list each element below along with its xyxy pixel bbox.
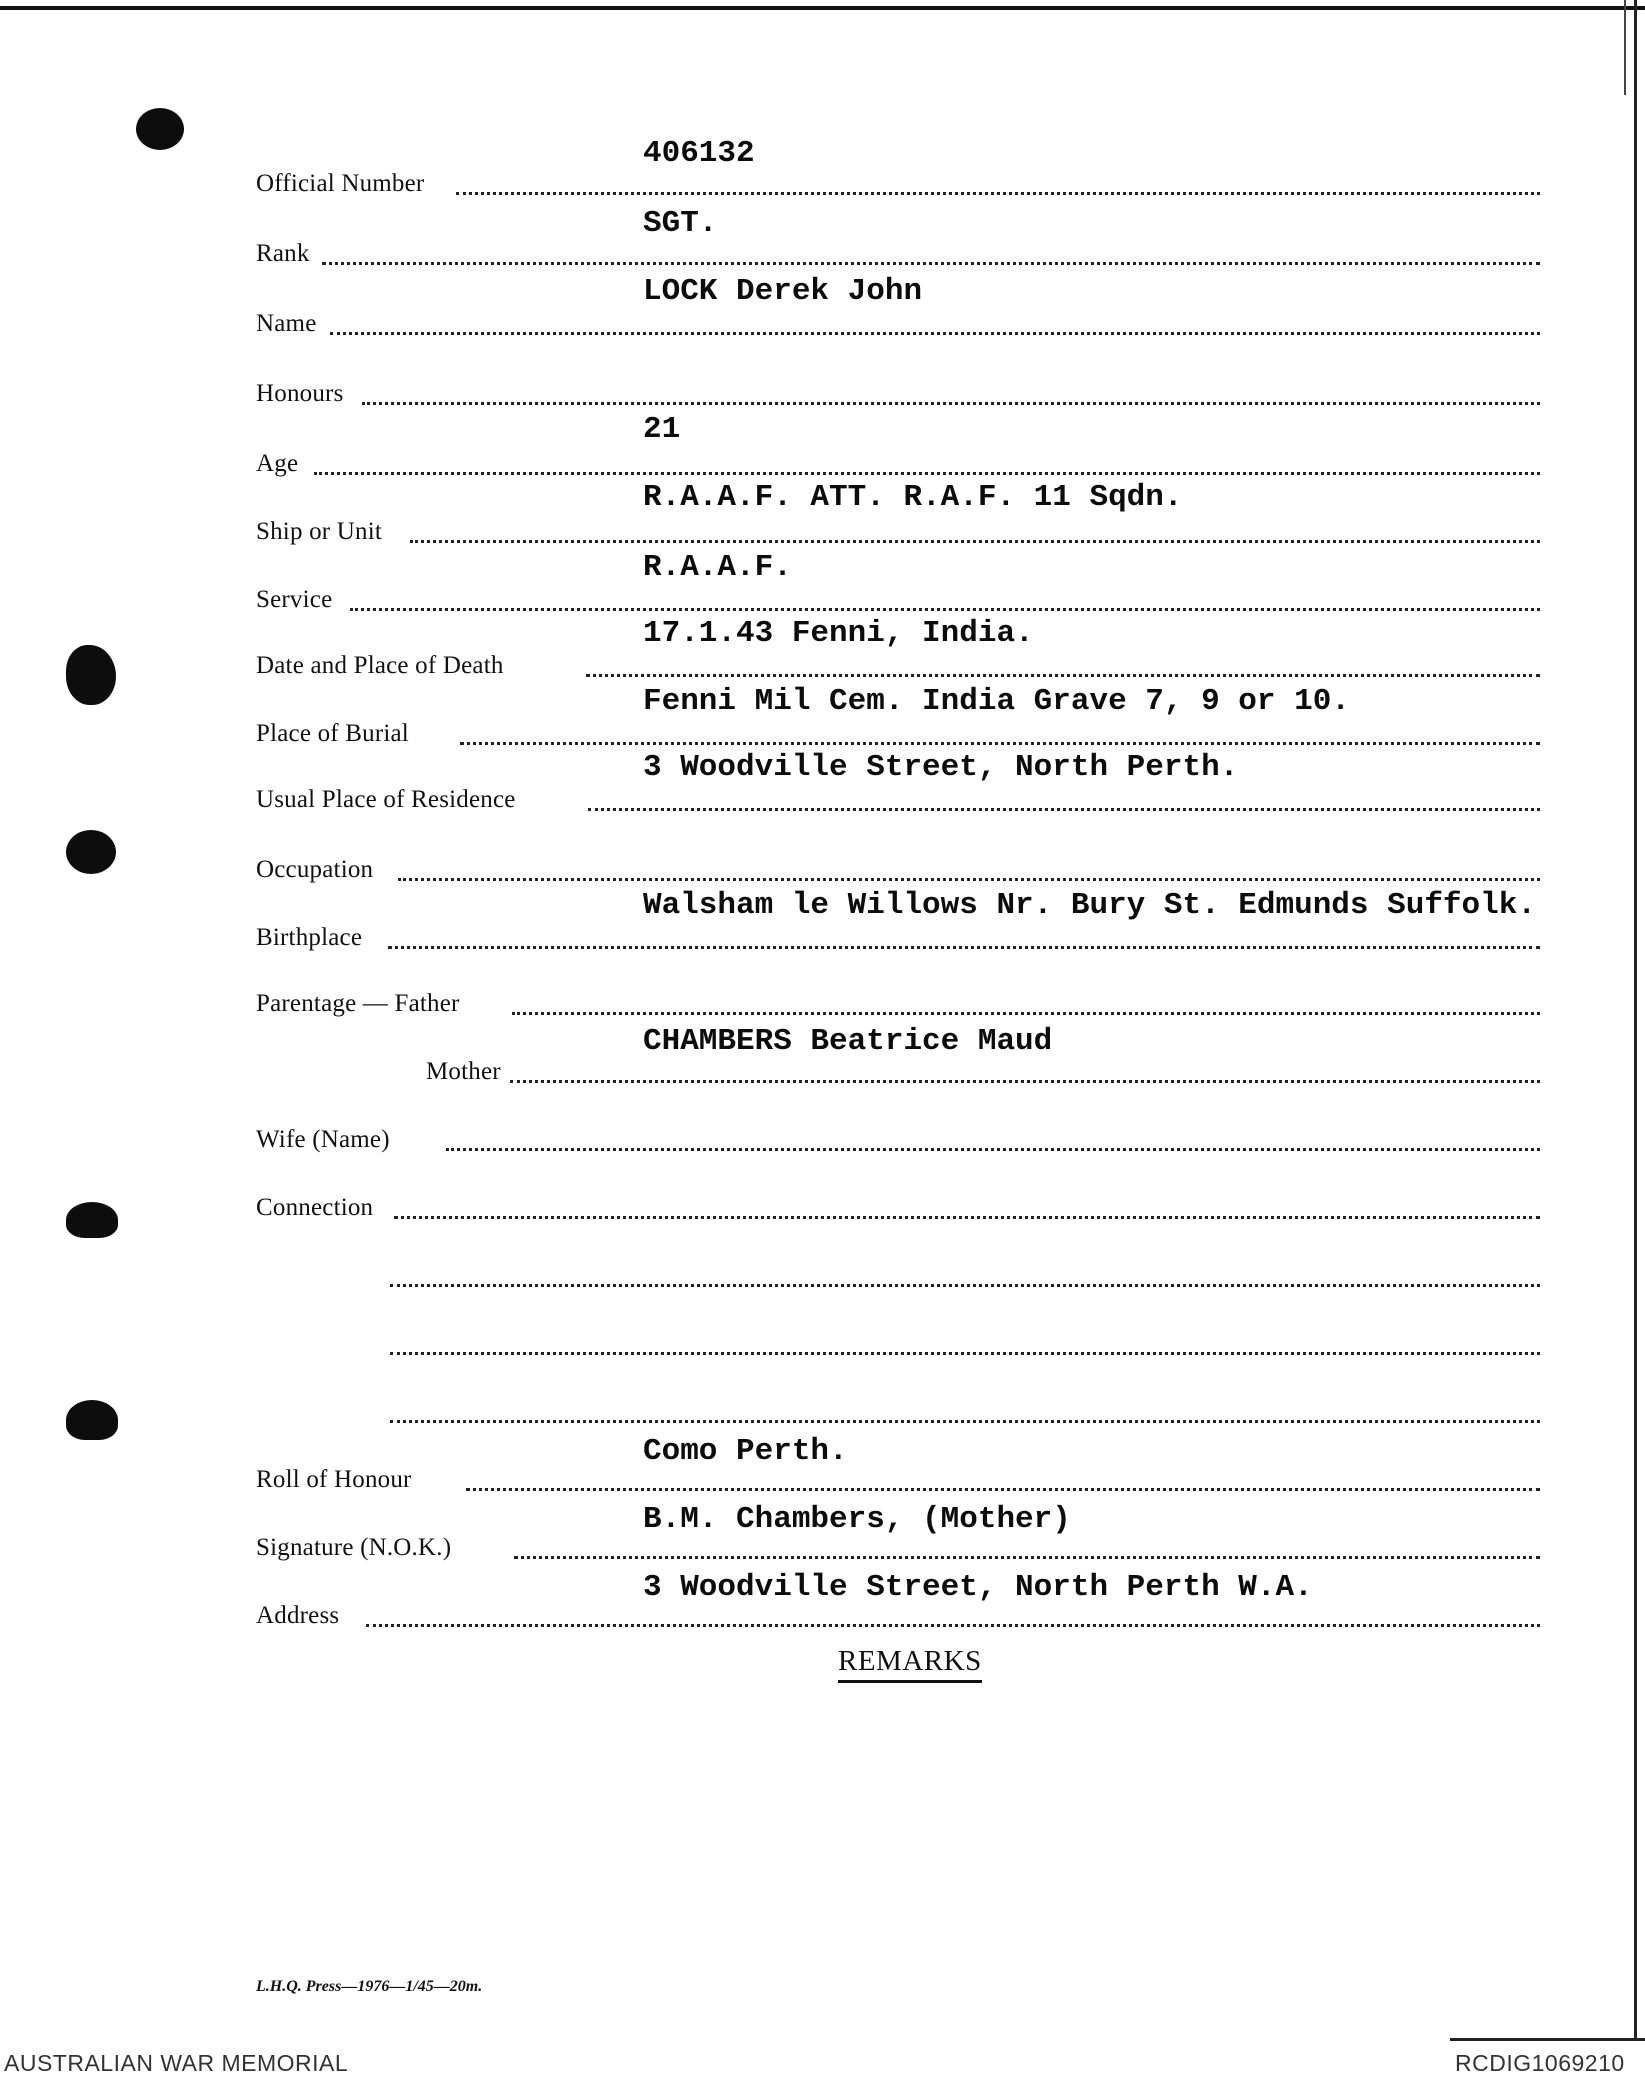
place-of-burial-value: Fenni Mil Cem. India Grave 7, 9 or 10. bbox=[643, 684, 1350, 719]
name-label: Name bbox=[256, 310, 317, 337]
connection-extra-rule bbox=[390, 1352, 1540, 1355]
address-value: 3 Woodville Street, North Perth W.A. bbox=[643, 1570, 1313, 1605]
roll-of-honour-label: Roll of Honour bbox=[256, 1466, 412, 1493]
scan-edge-bottom bbox=[1450, 2038, 1645, 2041]
press-line: L.H.Q. Press—1976—1/45—20m. bbox=[256, 1978, 483, 1995]
usual-residence-label: Usual Place of Residence bbox=[256, 786, 516, 813]
birthplace-rule bbox=[388, 946, 1540, 949]
occupation-label: Occupation bbox=[256, 856, 374, 883]
ship-or-unit-label: Ship or Unit bbox=[256, 518, 383, 545]
place-of-burial-label: Place of Burial bbox=[256, 720, 409, 747]
footer-record-id: RCDIG1069210 bbox=[1455, 2050, 1625, 2076]
ship-or-unit-rule bbox=[410, 540, 1540, 543]
signature-rule bbox=[514, 1556, 1540, 1559]
place-of-burial-rule bbox=[460, 742, 1540, 745]
usual-residence-value: 3 Woodville Street, North Perth. bbox=[643, 750, 1239, 785]
official-number-rule bbox=[456, 192, 1540, 195]
age-value: 21 bbox=[643, 412, 681, 447]
connection-label: Connection bbox=[256, 1194, 374, 1221]
mother-label: Mother bbox=[426, 1058, 501, 1085]
birthplace-value: Walsham le Willows Nr. Bury St. Edmunds Suffolk. bbox=[643, 888, 1536, 923]
name-value: LOCK Derek John bbox=[643, 274, 923, 309]
age-rule bbox=[314, 472, 1540, 475]
ship-or-unit-value: R.A.A.F. ATT. R.A.F. 11 Sqdn. bbox=[643, 480, 1183, 515]
punch-hole bbox=[66, 645, 116, 705]
connection-rule bbox=[394, 1216, 1540, 1219]
date-place-death-label: Date and Place of Death bbox=[256, 652, 504, 679]
service-rule bbox=[350, 608, 1540, 611]
rank-label: Rank bbox=[256, 240, 310, 267]
address-label: Address bbox=[256, 1602, 340, 1629]
mother-rule bbox=[510, 1080, 1540, 1083]
signature-label: Signature (N.O.K.) bbox=[256, 1534, 452, 1561]
official-number-label: Official Number bbox=[256, 170, 425, 197]
official-number-value: 406132 bbox=[643, 136, 755, 171]
remarks-heading: REMARKS bbox=[838, 1645, 982, 1683]
scan-edge-right-inner bbox=[1624, 0, 1626, 95]
date-place-death-value: 17.1.43 Fenni, India. bbox=[643, 616, 1034, 651]
connection-extra-rule bbox=[390, 1284, 1540, 1287]
honours-label: Honours bbox=[256, 380, 344, 407]
service-value: R.A.A.F. bbox=[643, 550, 792, 585]
age-label: Age bbox=[256, 450, 299, 477]
usual-residence-rule bbox=[588, 808, 1540, 811]
rank-value: SGT. bbox=[643, 206, 718, 241]
service-label: Service bbox=[256, 586, 333, 613]
roll-of-honour-value: Como Perth. bbox=[643, 1434, 848, 1469]
roll-of-honour-rule bbox=[466, 1488, 1540, 1491]
signature-value: B.M. Chambers, (Mother) bbox=[643, 1502, 1071, 1537]
punch-hole bbox=[136, 108, 184, 150]
punch-hole bbox=[66, 1400, 118, 1440]
occupation-rule bbox=[398, 878, 1540, 881]
name-rule bbox=[330, 332, 1540, 335]
date-place-death-rule bbox=[586, 674, 1540, 677]
rank-rule bbox=[322, 262, 1540, 265]
scan-edge-top bbox=[0, 6, 1645, 10]
honours-rule bbox=[362, 402, 1540, 405]
punch-hole bbox=[66, 830, 116, 874]
wife-rule bbox=[446, 1148, 1540, 1151]
wife-label: Wife (Name) bbox=[256, 1126, 390, 1153]
connection-extra-rule bbox=[390, 1420, 1540, 1423]
birthplace-label: Birthplace bbox=[256, 924, 363, 951]
mother-value: CHAMBERS Beatrice Maud bbox=[643, 1024, 1053, 1059]
father-rule bbox=[512, 1012, 1540, 1015]
address-rule bbox=[366, 1624, 1540, 1627]
punch-hole bbox=[66, 1202, 118, 1238]
scan-edge-right bbox=[1634, 0, 1637, 2040]
father-label: Parentage — Father bbox=[256, 990, 460, 1017]
footer-archive-name: AUSTRALIAN WAR MEMORIAL bbox=[4, 2050, 349, 2076]
